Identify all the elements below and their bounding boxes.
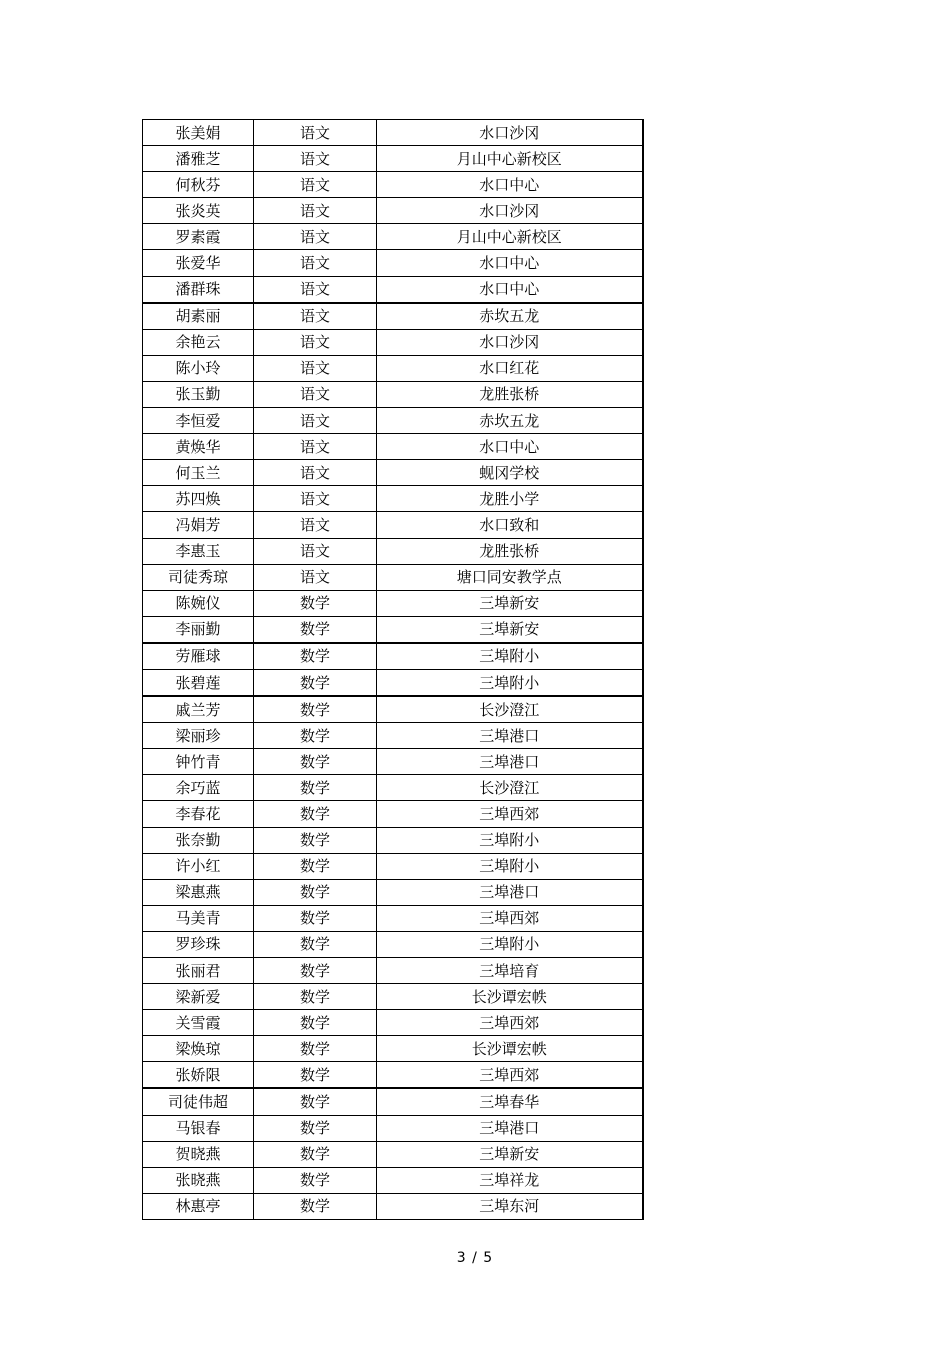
teacher-name-cell: 何玉兰 bbox=[143, 460, 254, 486]
table-row bbox=[143, 355, 643, 381]
subject-cell: 数学 bbox=[254, 723, 377, 749]
teacher-name-cell: 陈小玲 bbox=[143, 355, 254, 381]
teacher-name-cell: 马美青 bbox=[143, 905, 254, 931]
table-row bbox=[143, 616, 643, 643]
table-row bbox=[143, 146, 643, 172]
table-row bbox=[143, 486, 643, 512]
school-cell: 三埠春华 bbox=[377, 1088, 643, 1115]
subject-cell: 数学 bbox=[254, 853, 377, 879]
page-number: 3 / 5 bbox=[456, 1250, 494, 1266]
table-row bbox=[143, 1062, 643, 1089]
subject-cell: 数学 bbox=[254, 1141, 377, 1167]
teacher-name-cell: 张玉勤 bbox=[143, 381, 254, 407]
school-cell: 龙胜小学 bbox=[377, 486, 643, 512]
school-cell: 三埠西郊 bbox=[377, 1010, 643, 1036]
school-cell: 三埠港口 bbox=[377, 879, 643, 905]
subject-cell: 语文 bbox=[254, 120, 377, 146]
subject-cell: 语文 bbox=[254, 224, 377, 250]
subject-cell: 语文 bbox=[254, 460, 377, 486]
table-row bbox=[143, 643, 643, 670]
table-row bbox=[143, 696, 643, 723]
teacher-name-cell: 罗珍珠 bbox=[143, 931, 254, 957]
subject-cell: 数学 bbox=[254, 1036, 377, 1062]
school-cell: 长沙澄江 bbox=[377, 775, 643, 801]
teacher-name-cell: 贺晓燕 bbox=[143, 1141, 254, 1167]
teacher-name-cell: 张炎英 bbox=[143, 198, 254, 224]
subject-cell: 数学 bbox=[254, 1088, 377, 1115]
subject-cell: 数学 bbox=[254, 1010, 377, 1036]
school-cell: 三埠新安 bbox=[377, 590, 643, 616]
teacher-name-cell: 钟竹青 bbox=[143, 749, 254, 775]
teacher-name-cell: 马银春 bbox=[143, 1115, 254, 1141]
teacher-name-cell: 罗素霞 bbox=[143, 224, 254, 250]
table-row bbox=[143, 853, 643, 879]
school-cell: 赤坎五龙 bbox=[377, 303, 643, 330]
subject-cell: 数学 bbox=[254, 801, 377, 827]
teacher-name-cell: 司徒秀琼 bbox=[143, 564, 254, 590]
teacher-name-cell: 潘雅芝 bbox=[143, 146, 254, 172]
school-cell: 三埠西郊 bbox=[377, 1062, 643, 1089]
teacher-roster-table bbox=[142, 119, 644, 1220]
roster-table-body bbox=[143, 120, 643, 1220]
school-cell: 水口红花 bbox=[377, 355, 643, 381]
school-cell: 水口中心 bbox=[377, 172, 643, 198]
subject-cell: 语文 bbox=[254, 408, 377, 434]
teacher-name-cell: 何秋芬 bbox=[143, 172, 254, 198]
table-row bbox=[143, 1036, 643, 1062]
table-row bbox=[143, 1167, 643, 1193]
school-cell: 三埠祥龙 bbox=[377, 1167, 643, 1193]
teacher-name-cell: 劳雁球 bbox=[143, 643, 254, 670]
teacher-name-cell: 张奈勤 bbox=[143, 827, 254, 853]
teacher-name-cell: 李春花 bbox=[143, 801, 254, 827]
school-cell: 长沙澄江 bbox=[377, 696, 643, 723]
teacher-name-cell: 林惠亭 bbox=[143, 1193, 254, 1219]
teacher-name-cell: 苏四焕 bbox=[143, 486, 254, 512]
table-row bbox=[143, 1088, 643, 1115]
school-cell: 三埠西郊 bbox=[377, 801, 643, 827]
table-row bbox=[143, 381, 643, 407]
subject-cell: 语文 bbox=[254, 564, 377, 590]
subject-cell: 数学 bbox=[254, 669, 377, 696]
table-row bbox=[143, 120, 643, 146]
school-cell: 三埠附小 bbox=[377, 669, 643, 696]
subject-cell: 数学 bbox=[254, 931, 377, 957]
table-row bbox=[143, 958, 643, 984]
subject-cell: 数学 bbox=[254, 958, 377, 984]
table-row bbox=[143, 460, 643, 486]
teacher-name-cell: 许小红 bbox=[143, 853, 254, 879]
school-cell: 水口中心 bbox=[377, 276, 643, 303]
table-row bbox=[143, 931, 643, 957]
table-row bbox=[143, 512, 643, 538]
table-row bbox=[143, 1141, 643, 1167]
school-cell: 三埠新安 bbox=[377, 616, 643, 643]
subject-cell: 语文 bbox=[254, 434, 377, 460]
subject-cell: 语文 bbox=[254, 172, 377, 198]
table-row bbox=[143, 905, 643, 931]
school-cell: 三埠附小 bbox=[377, 827, 643, 853]
subject-cell: 数学 bbox=[254, 1115, 377, 1141]
teacher-name-cell: 胡素丽 bbox=[143, 303, 254, 330]
school-cell: 月山中心新校区 bbox=[377, 146, 643, 172]
teacher-name-cell: 黄焕华 bbox=[143, 434, 254, 460]
teacher-name-cell: 梁丽珍 bbox=[143, 723, 254, 749]
teacher-name-cell: 张碧莲 bbox=[143, 669, 254, 696]
school-cell: 龙胜张桥 bbox=[377, 538, 643, 564]
teacher-name-cell: 余巧蓝 bbox=[143, 775, 254, 801]
table-row bbox=[143, 827, 643, 853]
school-cell: 水口沙冈 bbox=[377, 120, 643, 146]
subject-cell: 语文 bbox=[254, 303, 377, 330]
school-cell: 三埠附小 bbox=[377, 931, 643, 957]
subject-cell: 数学 bbox=[254, 1062, 377, 1089]
table-row bbox=[143, 276, 643, 303]
teacher-name-cell: 戚兰芳 bbox=[143, 696, 254, 723]
teacher-name-cell: 李丽勤 bbox=[143, 616, 254, 643]
teacher-name-cell: 梁新爱 bbox=[143, 984, 254, 1010]
school-cell: 三埠港口 bbox=[377, 1115, 643, 1141]
school-cell: 三埠港口 bbox=[377, 749, 643, 775]
table-row bbox=[143, 250, 643, 276]
subject-cell: 数学 bbox=[254, 696, 377, 723]
teacher-name-cell: 梁焕琼 bbox=[143, 1036, 254, 1062]
subject-cell: 语文 bbox=[254, 486, 377, 512]
school-cell: 赤坎五龙 bbox=[377, 408, 643, 434]
table-row bbox=[143, 669, 643, 696]
table-row bbox=[143, 775, 643, 801]
teacher-name-cell: 张晓燕 bbox=[143, 1167, 254, 1193]
teacher-name-cell: 张丽君 bbox=[143, 958, 254, 984]
subject-cell: 数学 bbox=[254, 775, 377, 801]
school-cell: 水口中心 bbox=[377, 250, 643, 276]
table-row bbox=[143, 329, 643, 355]
subject-cell: 语文 bbox=[254, 538, 377, 564]
subject-cell: 数学 bbox=[254, 1193, 377, 1219]
table-row bbox=[143, 303, 643, 330]
table-row bbox=[143, 408, 643, 434]
teacher-name-cell: 关雪霞 bbox=[143, 1010, 254, 1036]
subject-cell: 语文 bbox=[254, 276, 377, 303]
table-row bbox=[143, 723, 643, 749]
subject-cell: 数学 bbox=[254, 616, 377, 643]
school-cell: 蚬冈学校 bbox=[377, 460, 643, 486]
table-row bbox=[143, 224, 643, 250]
school-cell: 三埠港口 bbox=[377, 723, 643, 749]
school-cell: 三埠东河 bbox=[377, 1193, 643, 1219]
teacher-name-cell: 冯娟芳 bbox=[143, 512, 254, 538]
subject-cell: 数学 bbox=[254, 984, 377, 1010]
teacher-name-cell: 张美娟 bbox=[143, 120, 254, 146]
school-cell: 长沙谭宏帙 bbox=[377, 1036, 643, 1062]
table-row bbox=[143, 1010, 643, 1036]
subject-cell: 数学 bbox=[254, 827, 377, 853]
school-cell: 塘口同安教学点 bbox=[377, 564, 643, 590]
table-row bbox=[143, 434, 643, 460]
school-cell: 月山中心新校区 bbox=[377, 224, 643, 250]
subject-cell: 数学 bbox=[254, 643, 377, 670]
table-row bbox=[143, 1193, 643, 1219]
teacher-name-cell: 余艳云 bbox=[143, 329, 254, 355]
subject-cell: 语文 bbox=[254, 329, 377, 355]
table-row bbox=[143, 984, 643, 1010]
teacher-name-cell: 梁惠燕 bbox=[143, 879, 254, 905]
school-cell: 水口致和 bbox=[377, 512, 643, 538]
school-cell: 水口沙冈 bbox=[377, 329, 643, 355]
school-cell: 龙胜张桥 bbox=[377, 381, 643, 407]
subject-cell: 数学 bbox=[254, 1167, 377, 1193]
subject-cell: 语文 bbox=[254, 512, 377, 538]
table-row bbox=[143, 590, 643, 616]
school-cell: 长沙谭宏帙 bbox=[377, 984, 643, 1010]
school-cell: 三埠新安 bbox=[377, 1141, 643, 1167]
subject-cell: 数学 bbox=[254, 590, 377, 616]
teacher-name-cell: 张娇限 bbox=[143, 1062, 254, 1089]
table-row bbox=[143, 538, 643, 564]
teacher-name-cell: 司徒伟超 bbox=[143, 1088, 254, 1115]
teacher-name-cell: 潘群珠 bbox=[143, 276, 254, 303]
subject-cell: 语文 bbox=[254, 146, 377, 172]
table-row bbox=[143, 879, 643, 905]
subject-cell: 数学 bbox=[254, 905, 377, 931]
table-row bbox=[143, 801, 643, 827]
teacher-name-cell: 张爱华 bbox=[143, 250, 254, 276]
table-row bbox=[143, 564, 643, 590]
school-cell: 三埠附小 bbox=[377, 643, 643, 670]
school-cell: 三埠培育 bbox=[377, 958, 643, 984]
teacher-name-cell: 李惠玉 bbox=[143, 538, 254, 564]
subject-cell: 数学 bbox=[254, 749, 377, 775]
school-cell: 水口中心 bbox=[377, 434, 643, 460]
subject-cell: 语文 bbox=[254, 381, 377, 407]
table-row bbox=[143, 749, 643, 775]
teacher-name-cell: 李恒爱 bbox=[143, 408, 254, 434]
subject-cell: 数学 bbox=[254, 879, 377, 905]
table-row bbox=[143, 172, 643, 198]
school-cell: 水口沙冈 bbox=[377, 198, 643, 224]
school-cell: 三埠附小 bbox=[377, 853, 643, 879]
subject-cell: 语文 bbox=[254, 250, 377, 276]
subject-cell: 语文 bbox=[254, 198, 377, 224]
subject-cell: 语文 bbox=[254, 355, 377, 381]
table-row bbox=[143, 198, 643, 224]
school-cell: 三埠西郊 bbox=[377, 905, 643, 931]
table-row bbox=[143, 1115, 643, 1141]
teacher-name-cell: 陈婉仪 bbox=[143, 590, 254, 616]
